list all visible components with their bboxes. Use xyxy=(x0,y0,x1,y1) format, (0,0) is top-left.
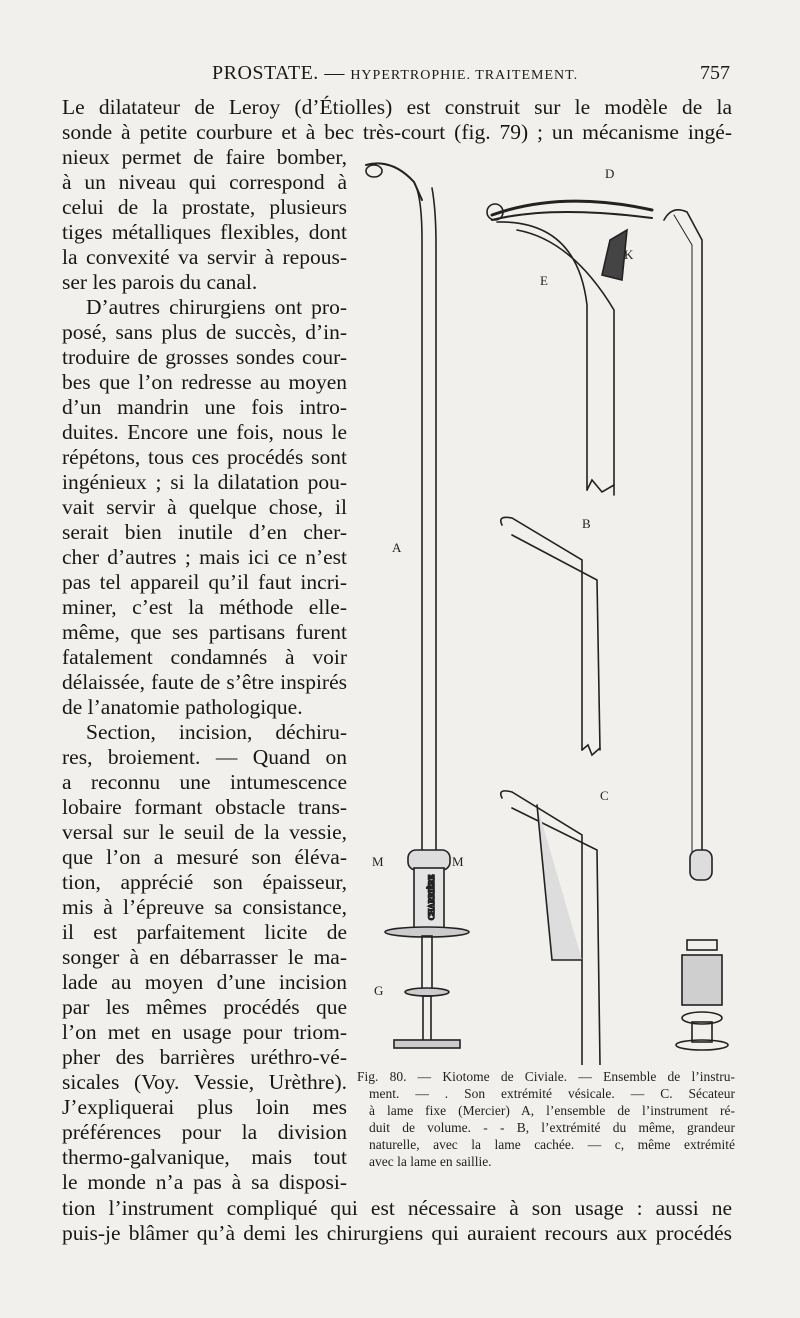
text-line: sonde à petite courbure et à bec très-court (fig. 79) ; un mécanisme ingé- xyxy=(62,120,732,144)
caption-line: naturelle, avec la lame cachée. — c, même extrémité xyxy=(369,1137,735,1152)
instrument-right xyxy=(664,210,728,1050)
text-line: serait bien inutile d’en cher- xyxy=(62,520,347,544)
label-m-right: M xyxy=(452,854,464,869)
instrument-tip-e xyxy=(487,201,652,495)
text-line: versal sur le seuil de la vessie, xyxy=(62,820,347,844)
text-line: préférences pour la division xyxy=(62,1120,347,1144)
instrument-a xyxy=(366,163,469,1048)
text-line: à un niveau qui correspond à xyxy=(62,170,347,194)
running-title-sep: — xyxy=(318,62,351,84)
text-line: celui de la prostate, plusieurs xyxy=(62,195,347,219)
text-line: Le dilatateur de Leroy (d’Étiolles) est construit sur le modèle de la xyxy=(62,95,732,119)
caption-line: à lame fixe (Mercier) A, l’ensemble de l’instrument ré- xyxy=(369,1103,735,1118)
text-line: sicales (Voy. Vessie, Urèthre). xyxy=(62,1070,347,1094)
text-line: a reconnu une intumescence xyxy=(62,770,347,794)
text-line: même, que ses partisans furent xyxy=(62,620,347,644)
text-line: duites. Encore une fois, nous le xyxy=(62,420,347,444)
text-line: répétons, tous ces procédés sont xyxy=(62,445,347,469)
caption-line: Fig. 80. — Kiotome de Civiale. — Ensemble de l’instru- xyxy=(357,1069,735,1084)
text-line: cher d’autres ; mais ici ce n’est xyxy=(62,545,347,569)
text-line: que l’on a mesuré son éléva- xyxy=(62,845,347,869)
label-b: B xyxy=(582,516,591,531)
text-line: tion, apprécié son épaisseur, xyxy=(62,870,347,894)
caption-line: avec la lame en saillie. xyxy=(369,1154,492,1169)
label-m-left: M xyxy=(372,854,384,869)
text-line: bes que l’on redresse au moyen xyxy=(62,370,347,394)
label-c: C xyxy=(600,788,609,803)
instrument-tip-b xyxy=(501,517,600,755)
text-line: pas tel appareil qu’il faut incri- xyxy=(62,570,347,594)
text-line: troduire de grosses sondes cour- xyxy=(62,345,347,369)
caption-line: duit de volume. - - B, l’extrémité du même, grandeur xyxy=(369,1120,735,1135)
text-line: l’on met en usage pour triom- xyxy=(62,1020,347,1044)
text-line: délaissée, faute de s’être inspirés xyxy=(62,670,347,694)
text-line: il est parfaitement licite de xyxy=(62,920,347,944)
text-line: Section, incision, déchiru- xyxy=(86,720,347,744)
text-line: mis à l’épreuve sa consistance, xyxy=(62,895,347,919)
instrument-tip-c xyxy=(501,791,600,1065)
paragraph-top xyxy=(62,95,732,145)
text-line: lade au moyen d’une incision xyxy=(62,970,347,994)
caption-line: ment. — . Son extrémité vésicale. — C. Sécateur xyxy=(369,1086,735,1101)
figure-caption xyxy=(357,1068,735,1170)
text-line: thermo-galvanique, mais tout xyxy=(62,1145,347,1169)
text-line: res, broiement. — Quand on xyxy=(62,745,347,769)
label-g: G xyxy=(374,983,384,998)
text-line: tiges métalliques flexibles, dont xyxy=(62,220,347,244)
text-line: songer à en débarrasser le ma- xyxy=(62,945,347,969)
text-line: miner, c’est la méthode elle- xyxy=(62,595,347,619)
text-line: puis-je blâmer qu’à demi les chirurgiens qui auraient recours aux procédés xyxy=(62,1221,732,1245)
text-line: pher des barrières uréthro-vé- xyxy=(62,1045,347,1069)
text-line: par les mêmes procédés que xyxy=(62,995,347,1019)
text-line: tion l’instrument compliqué qui est nécessaire à son usage : aussi ne xyxy=(62,1196,732,1220)
running-title-sub: HYPERTROPHIE. TRAITEMENT. xyxy=(350,68,579,83)
label-d: D xyxy=(605,166,615,181)
text-line: posé, sans plus de succès, d’in- xyxy=(62,320,347,344)
text-line: D’autres chirurgiens ont pro- xyxy=(86,295,347,319)
running-head xyxy=(62,62,730,90)
text-line: ser les parois du canal. xyxy=(62,270,258,294)
text-line: lobaire formant obstacle trans- xyxy=(62,795,347,819)
instrument-illustration xyxy=(352,160,747,1065)
running-title-main: PROSTATE. xyxy=(212,62,319,84)
page-number: 757 xyxy=(700,62,730,84)
label-e: E xyxy=(540,273,548,288)
text-line: nieux permet de faire bomber, xyxy=(62,145,347,169)
label-k: K xyxy=(624,247,634,262)
text-line: J’expliquerai plus loin mes xyxy=(62,1095,347,1119)
text-column xyxy=(62,145,347,1195)
text-line: la convexité va servir à repous- xyxy=(62,245,347,269)
text-line: vait servir à quelque chose, il xyxy=(62,495,347,519)
maker-stamp: CHARRIÈRE xyxy=(427,874,436,920)
label-a: A xyxy=(392,540,402,555)
text-line: de l’anatomie pathologique. xyxy=(62,695,303,719)
text-line: ingénieux ; si la dilatation pou- xyxy=(62,470,347,494)
text-line: le monde n’a pas à sa disposi- xyxy=(62,1170,347,1194)
figure-instruments xyxy=(352,160,747,1065)
running-title xyxy=(212,62,578,85)
paragraph-bottom xyxy=(62,1196,732,1246)
text-line: d’un mandrin une fois intro- xyxy=(62,395,347,419)
text-line: fatalement condamnés à voir xyxy=(62,645,347,669)
